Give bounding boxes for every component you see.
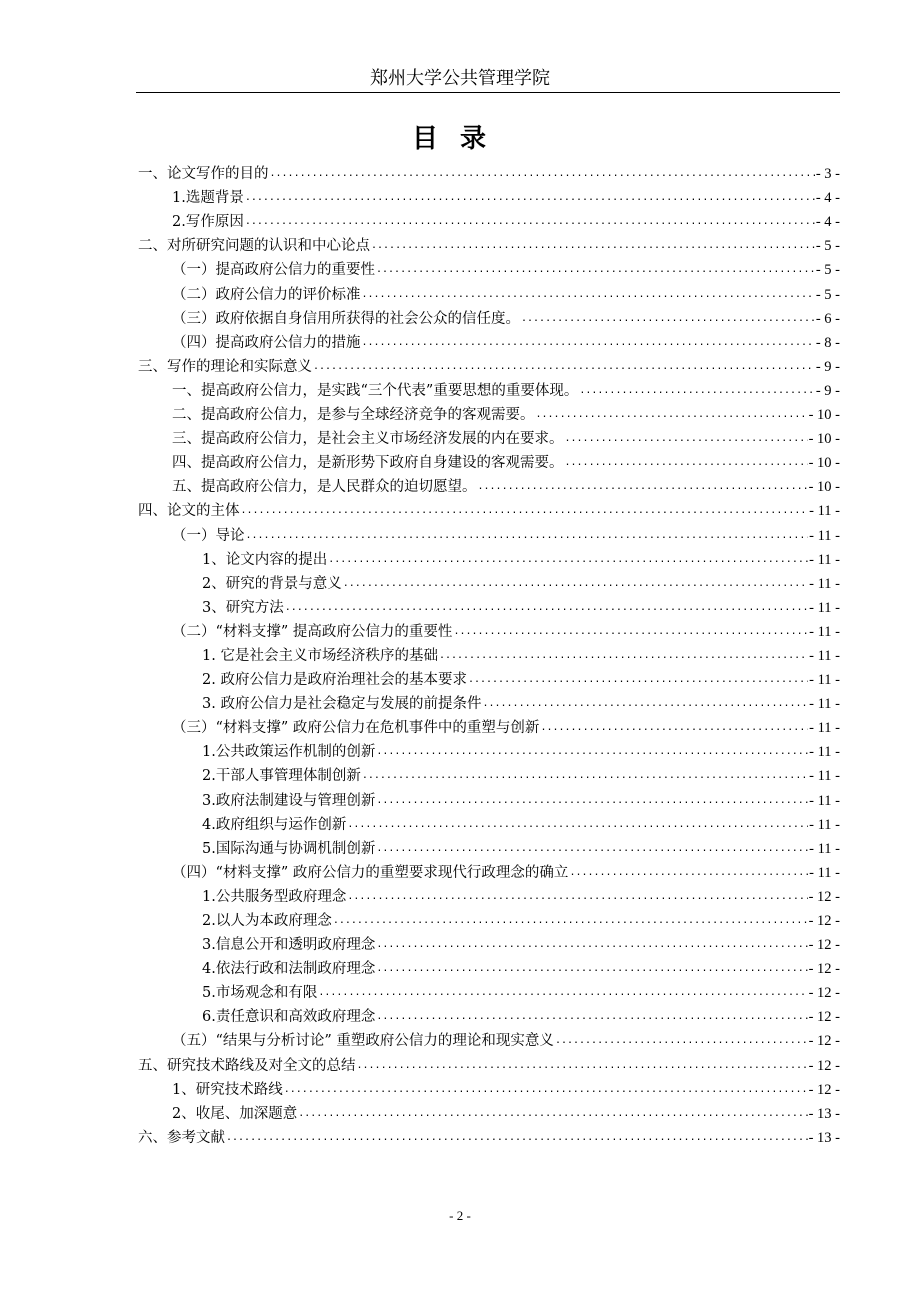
toc-entry-text: （二）“材料支撑” 提高政府公信力的重要性 [172, 623, 453, 640]
toc-entry-page: - 12 - [808, 1057, 840, 1074]
toc-entry[interactable] [138, 931, 840, 955]
toc-entry-page: - 13 - [808, 1129, 840, 1146]
toc-entry-page: - 5 - [815, 286, 840, 303]
toc-entry-page: - 11 - [809, 864, 840, 881]
toc-entry-text: 1. 它是社会主义市场经济秩序的基础 [202, 647, 438, 664]
toc-entry-page: - 12 - [808, 1081, 840, 1098]
toc-entry[interactable] [138, 473, 840, 497]
toc-leader-dots [284, 1080, 808, 1100]
toc-entry[interactable] [138, 811, 840, 835]
toc-entry-page: - 10 - [808, 407, 840, 424]
toc-leader-dots [468, 670, 808, 690]
toc-leader-dots [362, 766, 808, 786]
toc-entry-text: 3. 政府公信力是社会稳定与发展的前提条件 [202, 696, 482, 713]
toc-entry-text: （一）提高政府公信力的重要性 [172, 262, 375, 279]
toc-entry-page: - 5 - [815, 262, 840, 279]
toc-entry-page: - 11 - [809, 696, 840, 713]
toc-entry-page: - 11 - [809, 575, 840, 592]
toc-entry-page: - 10 - [808, 455, 840, 472]
toc-entry-text: 5.国际沟通与协调机制创新 [202, 840, 376, 857]
toc-leader-dots [362, 285, 815, 305]
toc-entry-text: （五）“结果与分析讨论” 重塑政府公信力的理论和现实意义 [172, 1033, 554, 1050]
toc-entry-page: - 11 - [809, 527, 840, 544]
toc-entry-page: - 3 - [815, 166, 840, 183]
toc-entry-text: 2.以人为本政府理念 [202, 913, 332, 929]
toc-entry-page: - 11 - [809, 672, 840, 689]
toc-entry[interactable] [138, 907, 840, 931]
toc-entry-text: 四、论文的主体 [138, 503, 240, 520]
toc-entry[interactable] [138, 594, 840, 618]
toc-entry[interactable] [138, 232, 840, 256]
toc-entry-text: 二、对所研究问题的认识和中心论点 [138, 238, 370, 255]
toc-entry[interactable] [138, 280, 840, 304]
toc-entry-text: 3.信息公开和透明政府理念 [202, 937, 376, 954]
toc-entry-page: - 9 - [815, 382, 840, 399]
toc-entry[interactable] [138, 979, 840, 1003]
toc-leader-dots [521, 309, 815, 329]
toc-entry-text: 1.选题背景 [172, 190, 244, 207]
toc-leader-dots [313, 357, 815, 377]
toc-entry-page: - 11 - [809, 551, 840, 568]
toc-entry[interactable] [138, 305, 840, 329]
toc-entry-page: - 11 - [809, 768, 840, 785]
toc-entry-page: - 13 - [808, 1105, 840, 1122]
toc-entry-page: - 10 - [808, 431, 840, 448]
toc-entry-text: 2.写作原因 [172, 214, 244, 231]
toc-leader-dots [298, 1104, 807, 1124]
toc-entry-text: 一、论文写作的目的 [138, 166, 269, 183]
toc-entry[interactable] [138, 353, 840, 377]
toc-entry-text: 6.责任意识和高效政府理念 [202, 1009, 376, 1026]
toc-entry-text: （三）政府依据自身信用所获得的社会公众的信任度。 [172, 310, 520, 327]
toc-leader-dots [376, 791, 808, 811]
toc-leader-dots [376, 260, 815, 280]
toc-entry-text: 二、提高政府公信力，是参与全球经济竞争的客观需要。 [172, 407, 535, 424]
toc-entry-text: 五、提高政府公信力，是人民群众的迫切愿望。 [172, 479, 477, 496]
toc-entry-page: - 12 - [808, 888, 840, 905]
toc-entry[interactable] [138, 1124, 840, 1148]
toc-entry[interactable] [138, 738, 840, 762]
toc-entry[interactable] [138, 714, 840, 738]
toc-entry-page: - 12 - [808, 937, 840, 954]
toc-entry[interactable] [138, 425, 840, 449]
toc-leader-dots [540, 718, 808, 738]
toc-entry[interactable] [138, 329, 840, 353]
toc-entry[interactable] [138, 690, 840, 714]
toc-entry-page: - 11 - [809, 623, 840, 640]
toc-entry[interactable] [138, 955, 840, 979]
toc-entry-text: 4.政府组织与运作创新 [202, 816, 347, 833]
toc-entry-page: - 11 - [809, 840, 840, 857]
toc-leader-dots [333, 911, 808, 931]
toc-leader-dots [245, 212, 815, 232]
toc-leader-dots [376, 742, 808, 762]
toc-entry[interactable] [138, 377, 840, 401]
toc-entry[interactable] [138, 618, 840, 642]
toc-entry[interactable] [138, 1003, 840, 1027]
toc-entry-page: - 8 - [815, 334, 840, 351]
toc-entry[interactable] [138, 546, 840, 570]
toc-leader-dots [241, 501, 809, 521]
toc-entry-text: 2、收尾、加深题意 [172, 1105, 298, 1122]
toc-entry-text: 2. 政府公信力是政府治理社会的基本要求 [202, 672, 467, 689]
toc-entry-text: 五、研究技术路线及对全文的总结 [138, 1057, 356, 1074]
toc-leader-dots [357, 1056, 808, 1076]
running-header: 郑州大学公共管理学院 [370, 68, 550, 89]
toc-entry[interactable] [138, 256, 840, 280]
toc-entry-text: （四）“材料支撑” 政府公信力的重塑要求现代行政理念的确立 [172, 864, 569, 881]
toc-entry-text: 1.公共政策运作机制的创新 [202, 744, 376, 761]
toc-leader-dots [362, 333, 815, 353]
toc-entry[interactable] [138, 859, 840, 883]
toc-leader-dots [371, 236, 815, 256]
toc-entry-text: 1、论文内容的提出 [202, 551, 328, 568]
toc-entry[interactable] [138, 1027, 840, 1051]
toc-leader-dots [376, 839, 808, 859]
toc-entry-page: - 12 - [808, 1033, 840, 1050]
table-of-contents [138, 160, 840, 1148]
toc-leader-dots [246, 526, 809, 546]
toc-entry-text: 1.公共服务型政府理念 [202, 888, 347, 905]
toc-leader-dots [318, 983, 807, 1003]
toc-leader-dots [285, 598, 808, 618]
toc-entry[interactable] [138, 642, 840, 666]
toc-leader-dots [347, 815, 808, 835]
page-number: - 2 - [449, 1208, 471, 1223]
toc-entry[interactable] [138, 497, 840, 521]
toc-entry[interactable] [138, 570, 840, 594]
toc-entry-page: - 4 - [815, 214, 840, 231]
toc-leader-dots [226, 1128, 808, 1148]
toc-entry-page: - 12 - [808, 985, 840, 1002]
toc-entry[interactable] [138, 401, 840, 425]
toc-leader-dots [347, 887, 807, 907]
toc-entry-text: 5.市场观念和有限 [202, 985, 318, 1002]
toc-entry-page: - 11 - [809, 503, 840, 520]
toc-leader-dots [453, 622, 808, 642]
toc-leader-dots [343, 574, 808, 594]
toc-leader-dots [245, 188, 815, 208]
toc-leader-dots [376, 959, 807, 979]
toc-entry[interactable] [138, 449, 840, 473]
toc-entry-text: 一、提高政府公信力，是实践“三个代表”重要思想的重要体现。 [172, 382, 579, 399]
toc-title: 目录 [411, 124, 508, 154]
toc-entry[interactable] [138, 786, 840, 810]
toc-entry-text: 三、写作的理论和实际意义 [138, 358, 312, 375]
toc-leader-dots [376, 935, 807, 955]
toc-entry-text: 1、研究技术路线 [172, 1081, 283, 1098]
toc-entry-page: - 10 - [808, 479, 840, 496]
toc-leader-dots [565, 453, 808, 473]
toc-entry-page: - 12 - [808, 913, 840, 929]
toc-entry-text: 六、参考文献 [138, 1129, 225, 1146]
toc-leader-dots [478, 477, 808, 497]
toc-entry-page: - 11 - [809, 647, 840, 664]
toc-entry[interactable] [138, 208, 840, 232]
toc-entry[interactable] [138, 1051, 840, 1075]
toc-leader-dots [376, 1007, 807, 1027]
toc-entry-text: 3.政府法制建设与管理创新 [202, 792, 376, 809]
toc-leader-dots [565, 429, 808, 449]
toc-entry[interactable] [138, 1100, 840, 1124]
toc-entry-text: 2.干部人事管理体制创新 [202, 768, 361, 785]
toc-entry[interactable] [138, 883, 840, 907]
toc-entry[interactable] [138, 666, 840, 690]
toc-entry-page: - 6 - [815, 310, 840, 327]
toc-entry-text: 3、研究方法 [202, 599, 284, 616]
toc-leader-dots [579, 381, 815, 401]
toc-leader-dots [328, 550, 808, 570]
toc-leader-dots [482, 694, 808, 714]
toc-leader-dots [555, 1031, 808, 1051]
toc-entry-page: - 4 - [815, 190, 840, 207]
toc-entry[interactable] [138, 835, 840, 859]
toc-entry-page: - 11 - [809, 720, 840, 737]
toc-entry-text: 2、研究的背景与意义 [202, 575, 342, 592]
toc-entry-page: - 11 - [809, 599, 840, 616]
toc-leader-dots [569, 863, 808, 883]
toc-entry[interactable] [138, 1076, 840, 1100]
toc-leader-dots [439, 646, 808, 666]
toc-entry-text: （一）导论 [172, 527, 245, 544]
toc-entry-page: - 5 - [815, 238, 840, 255]
toc-entry[interactable] [138, 521, 840, 545]
toc-entry-page: - 12 - [808, 1009, 840, 1026]
toc-leader-dots [536, 405, 808, 425]
toc-entry[interactable] [138, 762, 840, 786]
toc-entry-page: - 9 - [815, 358, 840, 375]
toc-entry[interactable] [138, 184, 840, 208]
toc-entry-page: - 11 - [809, 744, 840, 761]
toc-entry-page: - 12 - [808, 961, 840, 978]
toc-leader-dots [270, 164, 815, 184]
toc-entry[interactable] [138, 160, 840, 184]
toc-entry-text: 4.依法行政和法制政府理念 [202, 961, 376, 978]
toc-entry-page: - 11 - [809, 816, 840, 833]
toc-entry-page: - 11 - [809, 792, 840, 809]
toc-entry-text: 四、提高政府公信力，是新形势下政府自身建设的客观需要。 [172, 455, 564, 472]
toc-entry-text: （四）提高政府公信力的措施 [172, 334, 361, 351]
header-rule [136, 92, 840, 93]
toc-entry-text: 三、提高政府公信力，是社会主义市场经济发展的内在要求。 [172, 431, 564, 448]
toc-entry-text: （三）“材料支撑” 政府公信力在危机事件中的重塑与创新 [172, 720, 540, 737]
toc-entry-text: （二）政府公信力的评价标准 [172, 286, 361, 303]
